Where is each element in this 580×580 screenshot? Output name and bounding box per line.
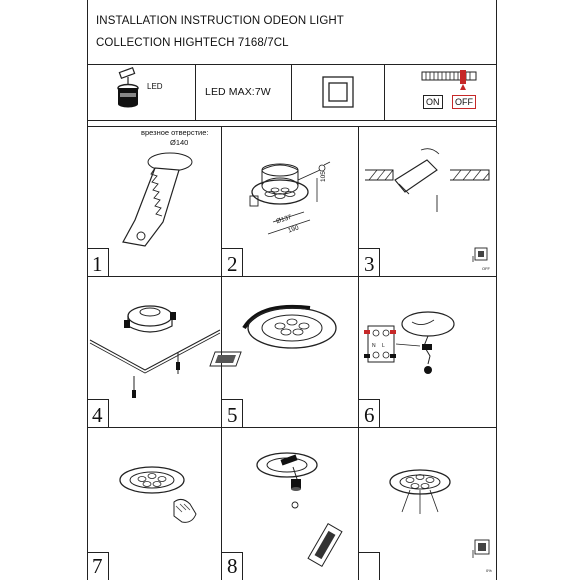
- switch-off-caption: OFF: [482, 266, 490, 271]
- step-number-2: 2: [227, 252, 238, 276]
- neutral-wire-label: N: [372, 343, 376, 349]
- row-divider-1: [87, 276, 497, 277]
- collection-line: COLLECTION HIGHTECH 7168/7CL: [96, 37, 289, 49]
- specs-divider: [87, 120, 497, 121]
- dimmer-caption: 0%: [486, 568, 492, 573]
- row-divider-2: [87, 427, 497, 428]
- switch-on-label: ON: [423, 95, 443, 109]
- cleaning-fixture-illustration: [112, 460, 212, 530]
- live-wire-label: L: [382, 343, 385, 349]
- spec-divider-1: [195, 64, 196, 120]
- ceiling-mounted-fixture-illustration: [90, 290, 220, 410]
- dimmer-scale-icon: [422, 70, 476, 84]
- double-insulation-icon: [322, 76, 354, 108]
- header-divider: [87, 64, 497, 65]
- cutout-diameter: Ø140: [170, 138, 189, 147]
- step-number-4: 4: [92, 403, 103, 427]
- height-dimension: 105: [320, 171, 327, 182]
- inner-diameter-dimension: Ø137: [275, 213, 293, 226]
- document-title: INSTALLATION INSTRUCTION ODEON LIGHT: [96, 15, 344, 27]
- step-number-3: 3: [364, 252, 375, 276]
- step-9-box: [358, 552, 380, 580]
- saw-cutout-illustration: [115, 150, 205, 250]
- ceiling-insertion-illustration: [365, 140, 493, 220]
- spec-divider-3: [384, 64, 385, 120]
- dimmer-switch-icon: [472, 540, 492, 566]
- fixture-installed-illustration: [230, 300, 350, 380]
- step-number-7: 7: [92, 554, 103, 578]
- outer-diameter-dimension: 190: [287, 224, 300, 235]
- cutout-note: врезное отверстие:: [141, 128, 209, 137]
- step-number-5: 5: [227, 403, 238, 427]
- spec-divider-2: [291, 64, 292, 120]
- specs-divider-2: [87, 126, 497, 127]
- lamp-type-label: LED: [147, 82, 163, 91]
- lamp-replacement-illustration: [245, 445, 355, 575]
- step-number-1: 1: [92, 252, 103, 276]
- led-lamp-icon: [112, 68, 152, 116]
- step-number-8: 8: [227, 554, 238, 578]
- fixture-light-on-illustration: [380, 460, 470, 530]
- step-number-6: 6: [364, 403, 375, 427]
- switch-off-label: OFF: [452, 95, 476, 109]
- grid-col-divider-2: [358, 126, 359, 580]
- power-rating: LED MAX:7W: [205, 86, 271, 98]
- grid-col-divider-1: [221, 126, 222, 580]
